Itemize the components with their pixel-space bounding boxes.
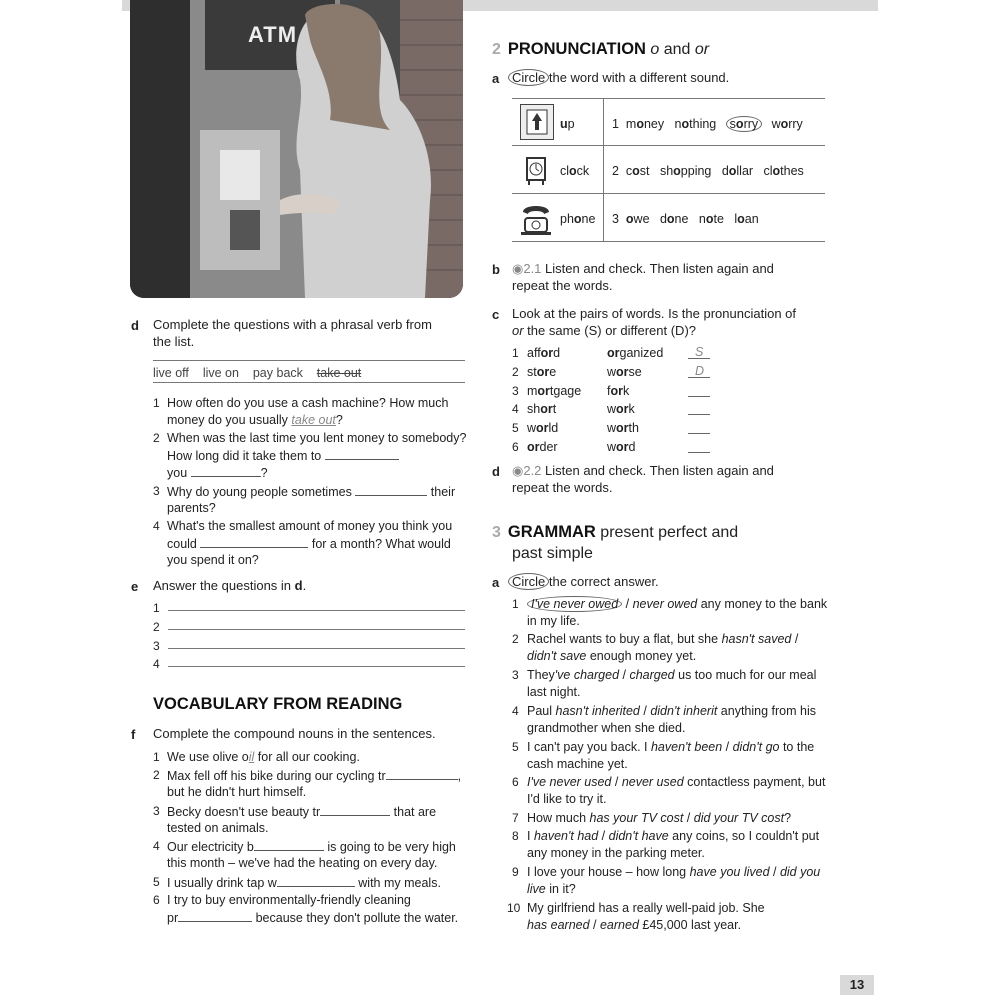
answer-option[interactable]: never used (621, 775, 684, 789)
item-text (527, 901, 765, 915)
item-text-part: ? (784, 811, 792, 825)
table-rule (512, 241, 825, 242)
section-b-instruction (512, 261, 774, 277)
vocabulary-title: VOCABULARY FROM READING (153, 695, 403, 713)
answer-blank[interactable] (688, 452, 710, 453)
item-text (167, 910, 458, 925)
item-text-part: I can't pay you back. I (527, 740, 651, 754)
question-number: 1 (153, 396, 160, 410)
item-number: 3 (153, 804, 160, 818)
section-b-letter: b (492, 262, 500, 277)
item-text-part: / (639, 704, 651, 718)
item-number: 9 (512, 865, 519, 879)
answer-number: 1 (153, 601, 160, 615)
section-e-instruction (153, 578, 306, 593)
instruction-text: Listen and check. Then listen again and (545, 261, 774, 276)
word-option[interactable]: loan (734, 212, 759, 226)
answer-blank[interactable] (386, 768, 458, 780)
item-number: 5 (153, 875, 160, 889)
item-text: tested on animals. (167, 821, 269, 835)
item-number: 1 (512, 597, 519, 611)
pair-word-2: worth (607, 421, 639, 435)
question-text: How often do you use a cash machine? How much (167, 396, 449, 410)
word-option[interactable]: money (625, 117, 665, 131)
pair-word-1: store (527, 365, 557, 379)
question-text (167, 465, 268, 480)
item-text-part: cash machine yet. (527, 757, 628, 771)
item-text-part: last night. (527, 685, 581, 699)
audio-icon[interactable]: ◉ (512, 463, 524, 478)
row-number: 3 (612, 212, 619, 226)
instruction-text: Listen and check. Then listen again and (545, 463, 774, 478)
item-text-part: Our electricity b (167, 840, 254, 854)
question-text-part: ? (260, 466, 268, 480)
item-text-part: I'd like to try it. (527, 792, 607, 806)
item-number: 5 (512, 740, 519, 754)
audio-track: 2.1 (523, 261, 542, 276)
item-text-part: with my meals. (358, 876, 441, 890)
pair-number: 3 (512, 384, 519, 398)
item-text-part: How much (527, 811, 590, 825)
pair-word-2: fork (607, 384, 630, 398)
section-e-letter: e (131, 579, 139, 594)
item-text (527, 829, 819, 843)
item-text-part: / (791, 632, 799, 646)
sound-word-up (560, 117, 575, 131)
word-option[interactable]: clothes (763, 164, 804, 178)
answer-blank[interactable] (191, 465, 261, 477)
question-text (167, 448, 399, 463)
section-subtitle: o (645, 41, 660, 58)
section-number: 3 (492, 524, 501, 541)
answer-option[interactable]: earned (599, 918, 639, 932)
question-text-part: could (167, 537, 197, 551)
sound-word-rest: cl (560, 164, 570, 178)
item-text (527, 918, 741, 932)
question-number: 4 (153, 519, 160, 533)
pronunciation-heading (492, 40, 709, 59)
item-text-part: contactless payment, but (683, 775, 826, 789)
sound-letter: o (569, 164, 577, 178)
pair-number: 5 (512, 421, 519, 435)
item-text (527, 792, 607, 806)
pair-word-1: afford (527, 346, 561, 360)
section-a-letter: a (492, 71, 500, 86)
answer-option-circled[interactable]: I've never owed (527, 596, 622, 612)
phrasal-verb-list (153, 366, 361, 380)
sound-word-rest: ne (581, 212, 596, 226)
instruction-text: . (302, 578, 307, 593)
question-number: 2 (153, 431, 160, 445)
pair-word-2: organized (607, 346, 664, 360)
section-subtitle: or (694, 41, 710, 58)
table-rule (512, 145, 825, 146)
item-text-part: / (769, 865, 780, 879)
item-text (527, 811, 791, 825)
answer-blank[interactable] (178, 910, 252, 922)
item-text-part: / (611, 775, 622, 789)
item-text-part: any coins, so I couldn't put (668, 829, 820, 843)
word-option[interactable]: done (659, 212, 689, 226)
item-text: this month – we've had the heating on every day. (167, 856, 438, 870)
item-text (527, 614, 580, 628)
sound-word-phone (560, 212, 595, 226)
item-text-part: pr (167, 911, 179, 925)
item-text (527, 882, 576, 896)
answer-option[interactable]: charged (629, 668, 675, 682)
item-text (527, 865, 820, 879)
answer-blank[interactable] (325, 448, 399, 460)
item-number: 4 (512, 704, 519, 718)
list-item-used: take out (316, 366, 362, 380)
pair-number: 1 (512, 346, 519, 360)
section-subtitle: present perfect and (595, 524, 739, 541)
answer-option[interactable]: has earned (527, 918, 590, 932)
item-text-part: grandmother when she died. (527, 721, 686, 735)
section-subtitle: and (659, 41, 695, 58)
word-option[interactable]: dollar (721, 164, 754, 178)
section-c-instruction-2 (512, 323, 696, 338)
question-text (167, 536, 451, 551)
answer-line[interactable] (168, 648, 465, 649)
item-number: 1 (153, 750, 160, 764)
atm-photo (130, 0, 463, 298)
instruction-ref: d (294, 578, 303, 593)
section-d2-instruction-2: repeat the words. (512, 480, 613, 495)
item-text-part: / (622, 597, 633, 611)
answer-line[interactable] (168, 629, 465, 630)
answer-option[interactable]: has your TV cost (589, 811, 684, 825)
item-number: 2 (512, 632, 519, 646)
answer-option[interactable]: never owed (632, 597, 698, 611)
pair-word-1: world (527, 421, 559, 435)
instruction-text: the correct answer. (545, 574, 659, 589)
answer-number: 4 (153, 657, 160, 671)
atm-sign: ATM (248, 22, 298, 47)
item-text (167, 839, 456, 854)
answer-option[interactable]: hasn't saved (721, 632, 792, 646)
clock-icon (520, 150, 552, 188)
item-text-part: any money to the bank (697, 597, 828, 611)
question-text-part: Why do young people sometimes (167, 485, 352, 499)
circle-keyword: Circle (508, 573, 549, 590)
answer-option[interactable]: didn't inherit (650, 704, 718, 718)
item-text (527, 597, 827, 611)
item-text-part: Max fell off his bike during our cycling tr (167, 769, 386, 783)
question-text-part: How long did it take them to (167, 449, 322, 463)
word-option[interactable]: worry (771, 117, 803, 131)
word-row-2 (612, 164, 804, 178)
item-text: I try to buy environmentally-friendly cleaning (167, 893, 411, 907)
section-title: PRONUNCIATION (507, 40, 646, 58)
question-text: What's the smallest amount of money you think you (167, 519, 453, 533)
section-c-instruction: Look at the pairs of words. Is the pronunciation of (512, 306, 797, 321)
answer-option[interactable]: haven't been (650, 740, 723, 754)
item-text (527, 757, 628, 771)
example-answer: S (695, 345, 704, 359)
item-text-part: to the (779, 740, 815, 754)
item-text (527, 668, 816, 682)
item-text: but he didn't hurt himself. (167, 785, 307, 799)
answer-option[interactable]: I've never used (527, 775, 612, 789)
up-arrow-icon-svg (521, 105, 553, 139)
item-text-part: I usually drink tap w (167, 876, 277, 890)
item-text-part: Paul (527, 704, 556, 718)
item-text-part: My girlfriend has a really well-paid job. She (527, 901, 765, 915)
example-answer: il (248, 750, 255, 764)
question-text-part: their (430, 485, 456, 499)
section-c-letter: c (492, 307, 500, 322)
item-text (527, 704, 816, 718)
item-number: 6 (153, 893, 160, 907)
item-text (167, 875, 441, 890)
answer-blank[interactable] (200, 536, 308, 548)
section-a-instruction (512, 70, 729, 85)
word-row-3 (612, 212, 759, 226)
table-rule (512, 98, 825, 99)
item-text (527, 740, 814, 754)
instruction-text: the word with a different sound. (545, 70, 730, 85)
item-text (527, 846, 705, 860)
section-d2-instruction (512, 463, 774, 479)
item-text-part: / (598, 829, 609, 843)
section-number: 2 (492, 41, 501, 58)
answer-blank[interactable] (688, 433, 710, 434)
answer-blank[interactable] (320, 804, 390, 816)
pair-number: 4 (512, 402, 519, 416)
grammar-subtitle: past simple (512, 545, 593, 562)
question-text: you spend it on? (167, 553, 259, 567)
phone-icon-svg (517, 198, 555, 238)
table-rule (512, 193, 825, 194)
question-text-part: money do you usually (167, 413, 292, 427)
answer-blank[interactable] (355, 484, 427, 496)
item-text (527, 632, 798, 646)
item-text-part: us too much for our meal (674, 668, 817, 682)
answer-option[interactable]: haven't had (533, 829, 599, 843)
answer-line[interactable] (168, 610, 465, 611)
question-number: 3 (153, 484, 160, 498)
section-b-instruction-2: repeat the words. (512, 278, 613, 293)
item-text (167, 750, 360, 764)
item-text-part: anything from his (717, 704, 816, 718)
pair-word-1: short (527, 402, 557, 416)
answer-blank[interactable] (277, 875, 355, 887)
item-text (527, 721, 685, 735)
section-f-letter: f (131, 727, 136, 742)
item-text-part: Becky doesn't use beauty tr (167, 805, 321, 819)
item-number: 4 (153, 839, 160, 853)
section-d2-letter: d (492, 464, 500, 479)
item-text-part: / (722, 740, 733, 754)
phone-icon (517, 198, 555, 238)
question-text-part: for a month? What would (311, 537, 451, 551)
sound-word-rest: ph (560, 212, 574, 226)
answer-option[interactable]: hasn't inherited (555, 704, 640, 718)
example-answer: take out (291, 413, 336, 427)
pair-word-2: word (607, 440, 636, 454)
answer-number: 2 (153, 620, 160, 634)
item-text-part: that are (393, 805, 437, 819)
item-number: 7 (512, 811, 519, 825)
word-option[interactable]: cost (625, 164, 650, 178)
item-text-part: / (589, 918, 600, 932)
item-number: 3 (512, 668, 519, 682)
list-item: pay back (252, 366, 303, 380)
word-option[interactable]: note (698, 212, 724, 226)
answer-option[interactable]: did your TV cost (693, 811, 785, 825)
divider (153, 382, 465, 383)
answer-option[interactable]: 've charged (554, 668, 620, 682)
pair-word-2: work (607, 402, 635, 416)
sound-letter: u (560, 117, 568, 131)
word-option-circled[interactable]: sorry (726, 116, 762, 132)
instruction-word: or (512, 323, 524, 338)
answer-option[interactable]: did you (779, 865, 821, 879)
audio-track: 2.2 (523, 463, 542, 478)
item-number: 2 (153, 768, 160, 782)
pair-word-2: worse (607, 365, 642, 379)
sound-word-rest: p (567, 117, 575, 131)
section-d-instruction: Complete the questions with a phrasal verb from (153, 317, 432, 332)
item-text-part: enough money yet. (586, 649, 697, 663)
item-text-part: is going to be very high (327, 840, 456, 854)
item-text-part: £45,000 last year. (638, 918, 742, 932)
item-text (527, 775, 825, 789)
word-option[interactable]: shopping (659, 164, 712, 178)
section-f-instruction: Complete the compound nouns in the sentences. (153, 726, 436, 741)
question-text-part: you (167, 466, 188, 480)
question-text: When was the last time you lent money to somebody? (167, 431, 467, 445)
item-text-part: in it? (545, 882, 576, 896)
item-text-part: because they don't pollute the water. (255, 911, 459, 925)
item-text (167, 768, 461, 783)
item-text-part: / (619, 668, 630, 682)
circle-keyword: Circle (508, 69, 549, 86)
row-number: 2 (612, 164, 619, 178)
page-number: 13 (840, 975, 874, 995)
word-option[interactable]: owe (625, 212, 650, 226)
up-arrow-icon (520, 104, 554, 140)
answer-option[interactable]: didn't have (608, 829, 669, 843)
grammar-a-instruction (512, 574, 659, 589)
question-text (167, 413, 343, 427)
pair-word-1: order (527, 440, 558, 454)
sound-word-rest: ck (576, 164, 590, 178)
answer-option[interactable]: didn't save (527, 649, 587, 663)
instruction-text: the same (S) or different (D)? (523, 323, 696, 338)
example-answer: D (695, 364, 705, 378)
section-d-instruction-2: the list. (153, 334, 195, 349)
answer-blank[interactable] (254, 839, 324, 851)
item-text-part: We use olive o (167, 750, 249, 764)
list-item: live off (153, 366, 189, 380)
item-number: 10 (507, 901, 521, 915)
section-title: GRAMMAR (507, 523, 596, 541)
item-text-part: I (527, 829, 534, 843)
item-text-part: , (457, 769, 462, 783)
clock-icon-svg (520, 150, 552, 188)
answer-option[interactable]: live (527, 882, 546, 896)
table-divider (603, 99, 604, 241)
answer-blank[interactable] (688, 396, 710, 397)
section-d-letter: d (131, 318, 139, 333)
pair-number: 2 (512, 365, 519, 379)
word-row-1 (612, 117, 803, 131)
instruction-text: Answer the questions in (153, 578, 295, 593)
row-number: 1 (612, 117, 619, 131)
item-text-part: They (527, 668, 555, 682)
pair-number: 6 (512, 440, 519, 454)
item-text (527, 685, 581, 699)
item-text-part: / (683, 811, 694, 825)
answer-blank[interactable] (688, 414, 710, 415)
answer-number: 3 (153, 639, 160, 653)
answer-option[interactable]: have you lived (689, 865, 770, 879)
word-option[interactable]: nothing (674, 117, 717, 131)
question-text: parents? (167, 501, 216, 515)
item-text-part: I love your house – how long (527, 865, 690, 879)
answer-option[interactable]: didn't go (732, 740, 780, 754)
list-item: live on (202, 366, 239, 380)
sound-letter: o (573, 212, 582, 226)
audio-icon[interactable]: ◉ (512, 261, 524, 276)
divider (153, 360, 465, 361)
question-text (167, 484, 455, 499)
item-text-part: any money in the parking meter. (527, 846, 705, 860)
pair-word-1: mortgage (527, 384, 582, 398)
item-text-part: in my life. (527, 614, 580, 628)
item-text (167, 804, 436, 819)
sound-word-clock (560, 164, 589, 178)
item-number: 8 (512, 829, 519, 843)
item-text-part: for all our cooking. (254, 750, 360, 764)
grammar-heading (492, 523, 738, 542)
grammar-a-letter: a (492, 575, 500, 590)
item-text-part: Rachel wants to buy a flat, but she (527, 632, 722, 646)
item-number: 6 (512, 775, 519, 789)
answer-line[interactable] (168, 666, 465, 667)
question-text-part: ? (335, 413, 343, 427)
item-text (527, 649, 696, 663)
